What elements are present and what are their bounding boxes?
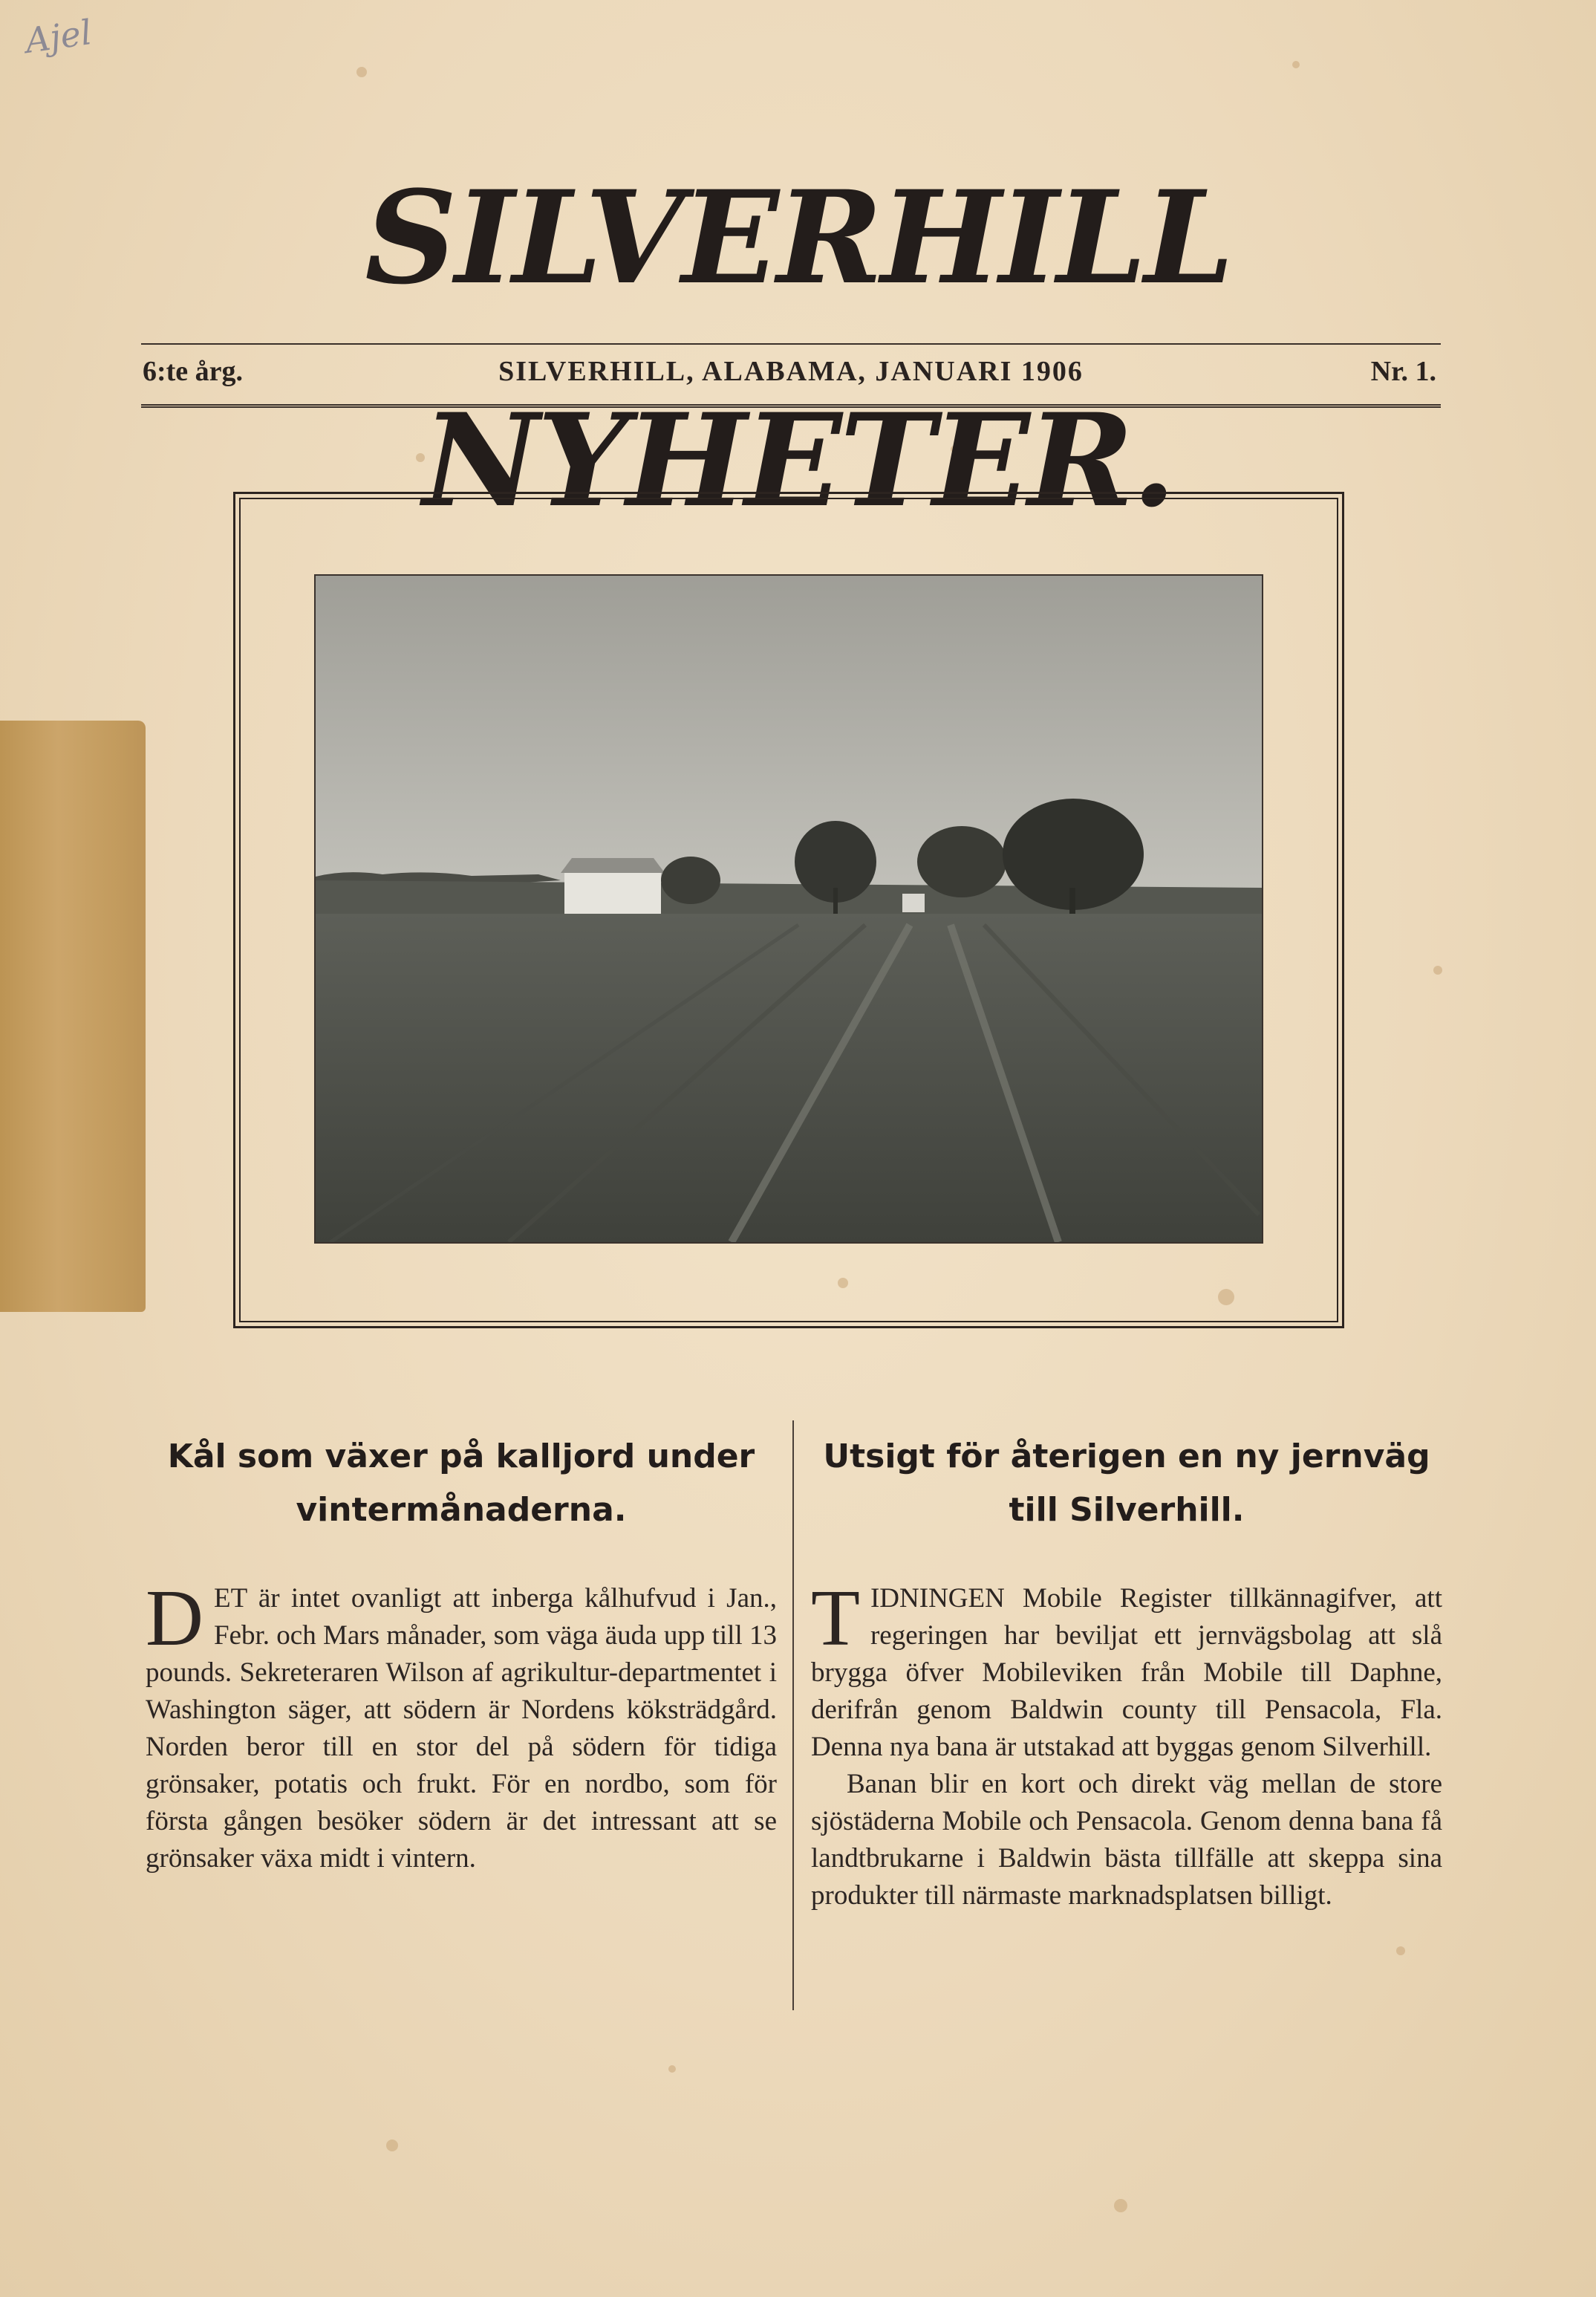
column-divider [792,1420,794,2010]
paper-speck [668,2065,676,2073]
place-date: SILVERHILL, ALABAMA, JANUARI 1906 [498,356,1084,387]
article-paragraph: IDNINGEN Mobile Register tillkännagifver, att regeringen har beviljat ett jernvägsbolag att slå brygga öfver Mobileviken från Mobile till Daphne, derifrån genom Baldwin county till Pensacola, Fla. Denna nya bana är utstakad att byggas genom Silverhill. [811,1583,1442,1762]
dateline [141,343,1441,408]
drop-cap: D [146,1574,203,1663]
paper-speck [1396,1946,1405,1955]
paper-speck [356,67,367,77]
article-headline: Utsigt för återigen en ny jernväg till Silverhill. [823,1437,1430,1529]
article-left [146,1430,777,1877]
landscape-photo-icon [316,576,1262,1242]
handwritten-note: Ajel [22,12,94,61]
article-body [811,1574,1442,1914]
paper-speck [1433,966,1442,975]
issue-number: Nr. 1. [1370,356,1436,387]
farm-field-photo [314,574,1263,1244]
article-right [811,1430,1442,1914]
paper-speck [1114,2199,1127,2212]
paper-speck [386,2140,398,2151]
tape-strip [0,721,146,1312]
article-headline: Kål som växer på kalljord under vintermånaderna. [167,1437,755,1529]
article-paragraph: ET är intet ovanligt att inberga kålhufvud i Jan., Febr. och Mars månader, som väga äuda upp till 13 pounds. Sekreteraren Wilson af agrikultur-departmentet i Washington säger, att södern är Nordens köksträdgård. Norden beror till en stor del på södern för tidiga grönsaker, potatis och frukt. För en nordbo, som för första gången besöker södern är det intressant att se grönsaker växa midt i vintern. [146,1583,777,1874]
article-body [146,1574,777,1877]
drop-cap: T [811,1574,860,1663]
paper-speck [1292,61,1300,68]
newspaper-title: SILVERHILL NYHETER. [365,162,1232,536]
article-paragraph: Banan blir en kort och direkt väg mellan de store sjöstäderna Mobile och Pensacola. Genom denna bana få landtbrukarne i Baldwin bästa tillfälle att skeppa sina produkter till närmaste marknadsplatsen billigt. [811,1769,1442,1911]
volume-label: 6:te årg. [143,356,244,387]
